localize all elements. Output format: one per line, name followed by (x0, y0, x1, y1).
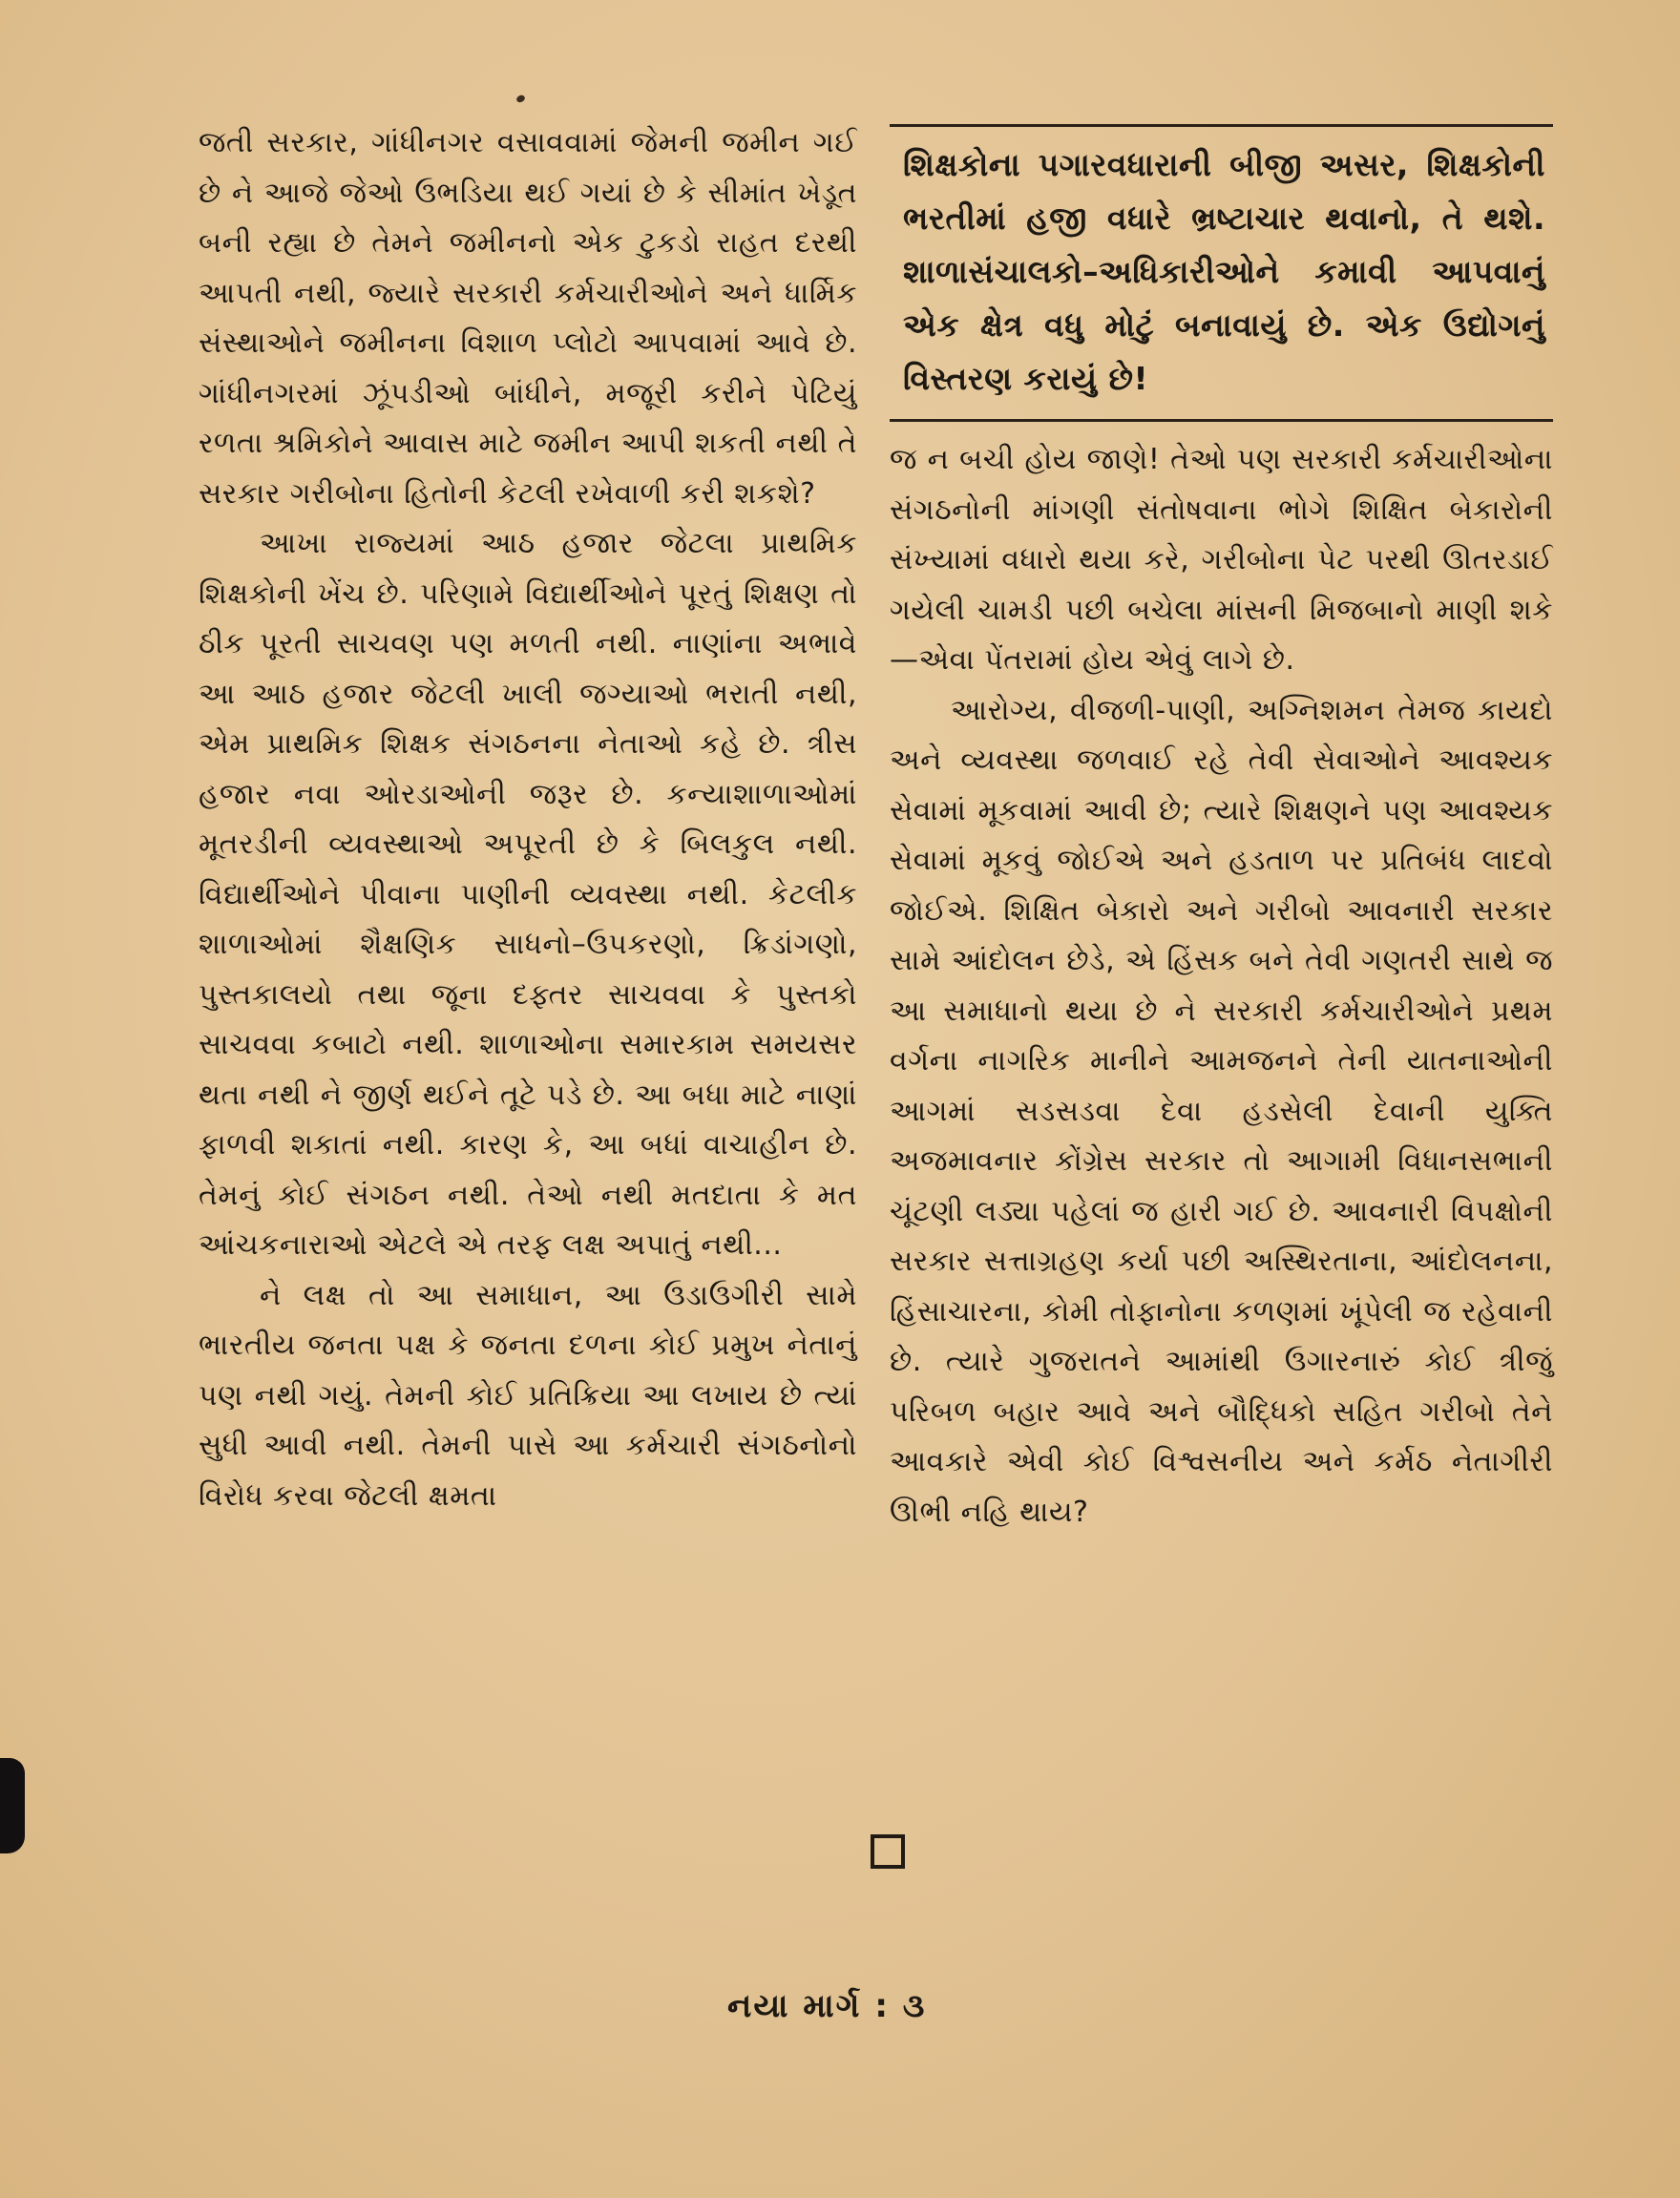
end-of-article-mark (871, 1834, 905, 1869)
left-paragraph-2: આખા રાજ્યમાં આઠ હજાર જેટલા પ્રાથમિક શિક્ષકોની ખેંચ છે. પરિણામે વિદ્યાર્થીઓને પૂરતું શિક્ષણ તો ઠીક પૂરતી સાચવણ પણ મળતી નથી. નાણાંના અભાવે આ આઠ હજાર જેટલી ખાલી જગ્યાઓ ભરાતી નથી, એમ પ્રાથમિક શિક્ષક સંગઠનના નેતાઓ કહે છે. ત્રીસ હજાર નવા ઓરડાઓની જરૂર છે. કન્યાશાળાઓમાં મૂતરડીની વ્યવસ્થાઓ અપૂરતી છે કે બિલકુલ નથી. વિદ્યાર્થીઓને પીવાના પાણીની વ્યવસ્થા નથી. કેટલીક શાળાઓમાં શૈક્ષણિક સાધનો–ઉપકરણો, ક્રિડાંગણો, પુસ્તકાલયો તથા જૂના દફ્તર સાચવવા કે પુસ્તકો સાચવવા કબાટો નથી. શાળાઓના સમારકામ સમયસર થતા નથી ને જીર્ણ થઈને તૂટે પડે છે. આ બધા માટે નાણાં ફાળવી શકાતાં નથી. કારણ કે, આ બધાં વાચાહીન છે. તેમનું કોઈ સંગઠન નથી. તેઓ નથી મતદાતા કે મત આંચકનારાઓ એટલે એ તરફ લક્ષ અપાતું નથી... (199, 527, 857, 1262)
pull-quote-bottom-rule (890, 419, 1553, 422)
pull-quote: શિક્ષકોના પગારવધારાની બીજી અસર, શિક્ષકોની ભરતીમાં હજી વધારે ભ્રષ્ટાચાર થવાનો, તે થશે. શાળાસંચાલકો–અધિકારીઓને કમાવી આપવાનું એક ક્ષેત્ર વધુ મોટું બનાવાયું છે. એક ઉદ્યોગનું વિસ્તરણ કરાયું છે! (903, 146, 1545, 397)
right-column (890, 124, 1553, 1538)
left-column (199, 118, 857, 1521)
right-body (890, 435, 1553, 1538)
page-footer: નયા માર્ગ : ૩ (727, 1987, 927, 2025)
left-paragraph-3: ને લક્ષ તો આ સમાધાન, આ ઉડાઉગીરી સામે ભારતીય જનતા પક્ષ કે જનતા દળના કોઈ પ્રમુખ નેતાનું પણ નથી ગયું. તેમની કોઈ પ્રતિક્રિયા આ લખાય છે ત્યાં સુધી આવી નથી. તેમની પાસે આ કર્મચારી સંગઠનોનો વિરોધ કરવા જેટલી ક્ષમતા (199, 1278, 857, 1513)
ink-mark (515, 94, 526, 103)
left-paragraph-1: જતી સરકાર, ગાંધીનગર વસાવવામાં જેમની જમીન ગઈ છે ને આજે જેઓ ઉભડિયા થઈ ગયાં છે કે સીમાંત ખેડૂત બની રહ્યા છે તેમને જમીનનો એક ટુકડો રાહત દરથી આપતી નથી, જ્યારે સરકારી કર્મચારીઓને અને ધાર્મિક સંસ્થાઓને જમીનના વિશાળ પ્લોટો આપવામાં આવે છે. ગાંધીનગરમાં ઝૂંપડીઓ બાંધીને, મજૂરી કરીને પેટિયું રળતા શ્રમિકોને આવાસ માટે જમીન આપી શકતી નથી તે સરકાર ગરીબોના હિતોની કેટલી રખેવાળી કરી શકશે? (199, 126, 857, 511)
right-paragraph-1: જ ન બચી હોય જાણે! તેઓ પણ સરકારી કર્મચારીઓના સંગઠનોની માંગણી સંતોષવાના ભોગે શિક્ષિત બેકારોની સંખ્યામાં વધારો થયા કરે, ગરીબોના પેટ પરથી ઊતરડાઈ ગયેલી ચામડી પછી બચેલા માંસની મિજબાનો માણી શકે—એવા પેંતરામાં હોય એવું લાગે છે. (890, 443, 1553, 677)
right-paragraph-2: આરોગ્ય, વીજળી-પાણી, અગ્નિશમન તેમજ કાયદો અને વ્યવસ્થા જળવાઈ રહે તેવી સેવાઓને આવશ્યક સેવામાં મૂકવામાં આવી છે; ત્યારે શિક્ષણને પણ આવશ્યક સેવામાં મૂકવું જોઈએ અને હડતાળ પર પ્રતિબંધ લાદવો જોઈએ. શિક્ષિત બેકારો અને ગરીબો આવનારી સરકાર સામે આંદોલન છેડે, એ હિંસક બને તેવી ગણતરી સાથે જ આ સમાધાનો થયા છે ને સરકારી કર્મચારીઓને પ્રથમ વર્ગના નાગરિક માનીને આમજનને તેની યાતનાઓની આગમાં સડસડવા દેવા હડસેલી દેવાની યુક્તિ અજમાવનાર કોંગ્રેસ સરકાર તો આગામી વિધાનસભાની ચૂંટણી લડ્યા પહેલાં જ હારી ગઈ છે. આવનારી વિપક્ષોની સરકાર સત્તાગ્રહણ કર્યા પછી અસ્થિરતાના, આંદોલનના, હિંસાચારના, કોમી તોફાનોના કળણમાં ખૂંપેલી જ રહેવાની છે. ત્યારે ગુજરાતને આમાંથી ઉગારનારું કોઈ ત્રીજું પરિબળ બહાર આવે અને બૌદ્ધિકો સહિત ગરીબો તેને આવકારે એવી કોઈ વિશ્વસનીય અને કર્મઠ નેતાગીરી ઊભી નહિ થાય? (890, 693, 1553, 1529)
binding-hole (0, 1758, 25, 1853)
